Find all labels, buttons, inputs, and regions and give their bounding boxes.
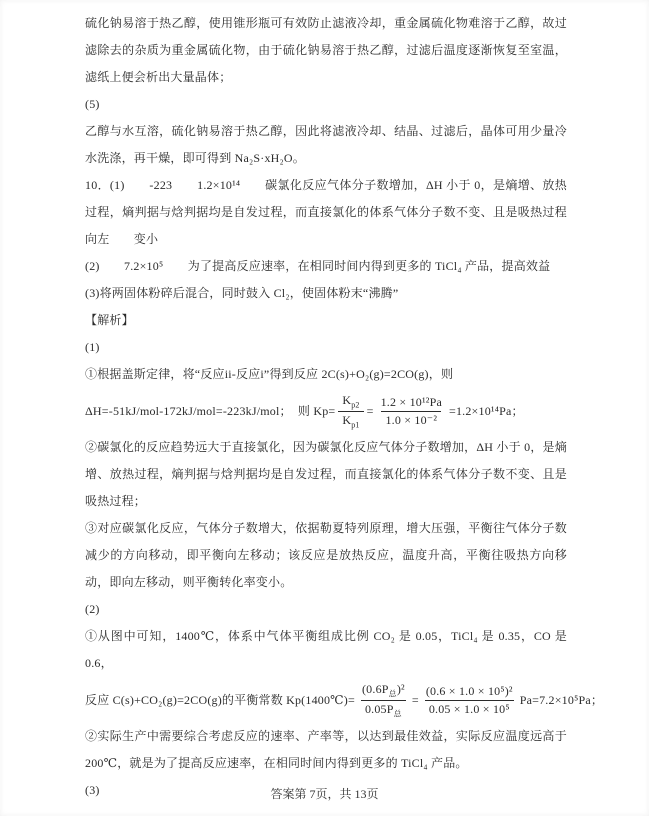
equals-sign: = (366, 403, 374, 418)
fraction-numerator: (0.6 × 1.0 × 10⁵)² (425, 683, 513, 698)
answer-q10-part1: 10．(1) -223 1.2×10¹⁴ 碳氯化反应气体分子数增加，ΔH 小于 0，是熵增、放热过程，熵判据与焓判据均是自发过程，而直接氯化的体系气体分子数不变、且是吸热过程 向左 变小 (85, 178, 592, 246)
fraction-numerator: $(0.6P_总)^2$ (361, 682, 405, 699)
analysis-le-chatelier: ③对应碳氯化反应，气体分子数增大，依据勒夏特列原理，增大压强，平衡往气体分子数减少的方向移动，即平衡向左移动；该反应是放热反应，温度升高，平衡往吸热方向移动，即向左移动，则平衡转化率变小。 (85, 521, 567, 589)
formula-pre-text: 反应 C(s)+CO₂(g)=2CO(g)的平衡常数 Kp(1400℃)= (85, 692, 355, 707)
fraction-numerator: 1.2 × 10¹²Pa (380, 394, 442, 409)
equals-sign: = (411, 692, 419, 707)
analysis-section-label: 【解析】 (85, 313, 134, 327)
fraction-kp-ratio (338, 392, 363, 430)
fraction-denominator: $K_{p1}$ (338, 411, 363, 430)
analysis-label-3: (3) (85, 783, 100, 797)
formula-result-text: Pa=7.2×10⁵Pa； (519, 692, 604, 707)
answer-text-ethanol-crystal: 乙醇与水互溶，硫化钠易溶于热乙醇，因此将滤液冷却、结晶、过滤后，晶体可用少量冷水洗涤，再干燥，即可得到 Na₂S·xH₂O。 (85, 124, 567, 165)
answer-q10-part3: (3)将两固体粉碎后混合，同时鼓入 Cl₂，使固体粉末“沸腾” (85, 286, 399, 300)
fraction-denominator: $0.05P_总$ (361, 700, 406, 719)
answer-text-sulfide-filter: 硫化钠易溶于热乙醇，使用锥形瓶可有效防止滤液冷却，重金属硫化物难溶于乙醇，故过滤除去的杂质为重金属硫化物，由于硫化钠易溶于热乙醇，过滤后温度逐渐恢复至室温，滤纸上便会析出大量晶体； (85, 16, 567, 84)
fraction-pressure-symbolic (358, 681, 409, 719)
document-body (85, 10, 604, 804)
formula-enthalpy-kp (85, 388, 567, 434)
fraction-kp-values (377, 394, 446, 429)
analysis-production-rate: ②实际生产中需要综合考虑反应的速率、产率等，以达到最佳效益，实际反应温度远高于 200℃，就是为了提高反应速率，在相同时间内得到更多的 TiCl₄ 产品。 (85, 729, 567, 770)
answer-label-5: (5) (85, 97, 100, 111)
analysis-hess-law-line: ①根据盖斯定律，将“反应ii-反应i”得到反应 2C(s)+O₂(g)=2CO(g)，则 (85, 367, 454, 381)
analysis-label-1: (1) (85, 340, 100, 354)
fraction-denominator: 1.0 × 10⁻² (381, 411, 441, 429)
analysis-label-2: (2) (85, 602, 100, 616)
fraction-pressure-values (422, 683, 517, 718)
fraction-denominator: 0.05 × 1.0 × 10⁵ (425, 700, 514, 718)
formula-result-text: =1.2×10¹⁴Pa； (448, 403, 524, 418)
footer-page-number: 答案第 7页，共 13页 (270, 787, 379, 801)
formula-kp-1400 (85, 677, 604, 723)
formula-pre-text: ΔH=-51kJ/mol-172kJ/mol=-223kJ/mol； 则 Kp= (85, 403, 336, 418)
analysis-equilibrium-composition: ①从图中可知，1400℃，体系中气体平衡组成比例 CO₂ 是 0.05，TiCl₄ 是 0.35，CO 是 0.6， (85, 629, 567, 670)
fraction-numerator: $K_{p2}$ (342, 393, 360, 410)
answer-q10-part2: (2) 7.2×10⁵ 为了提高反应速率，在相同时间内得到更多的 TiCl₄ 产品，提高效益 (85, 259, 551, 273)
analysis-trend-comparison: ②碳氯化的反应趋势远大于直接氯化，因为碳氯化反应气体分子数增加，ΔH 小于 0，是熵增、放热过程，熵判据与焓判据均是自发过程，而直接氯化的体系气体分子数不变、且是吸热过程； (85, 440, 567, 508)
